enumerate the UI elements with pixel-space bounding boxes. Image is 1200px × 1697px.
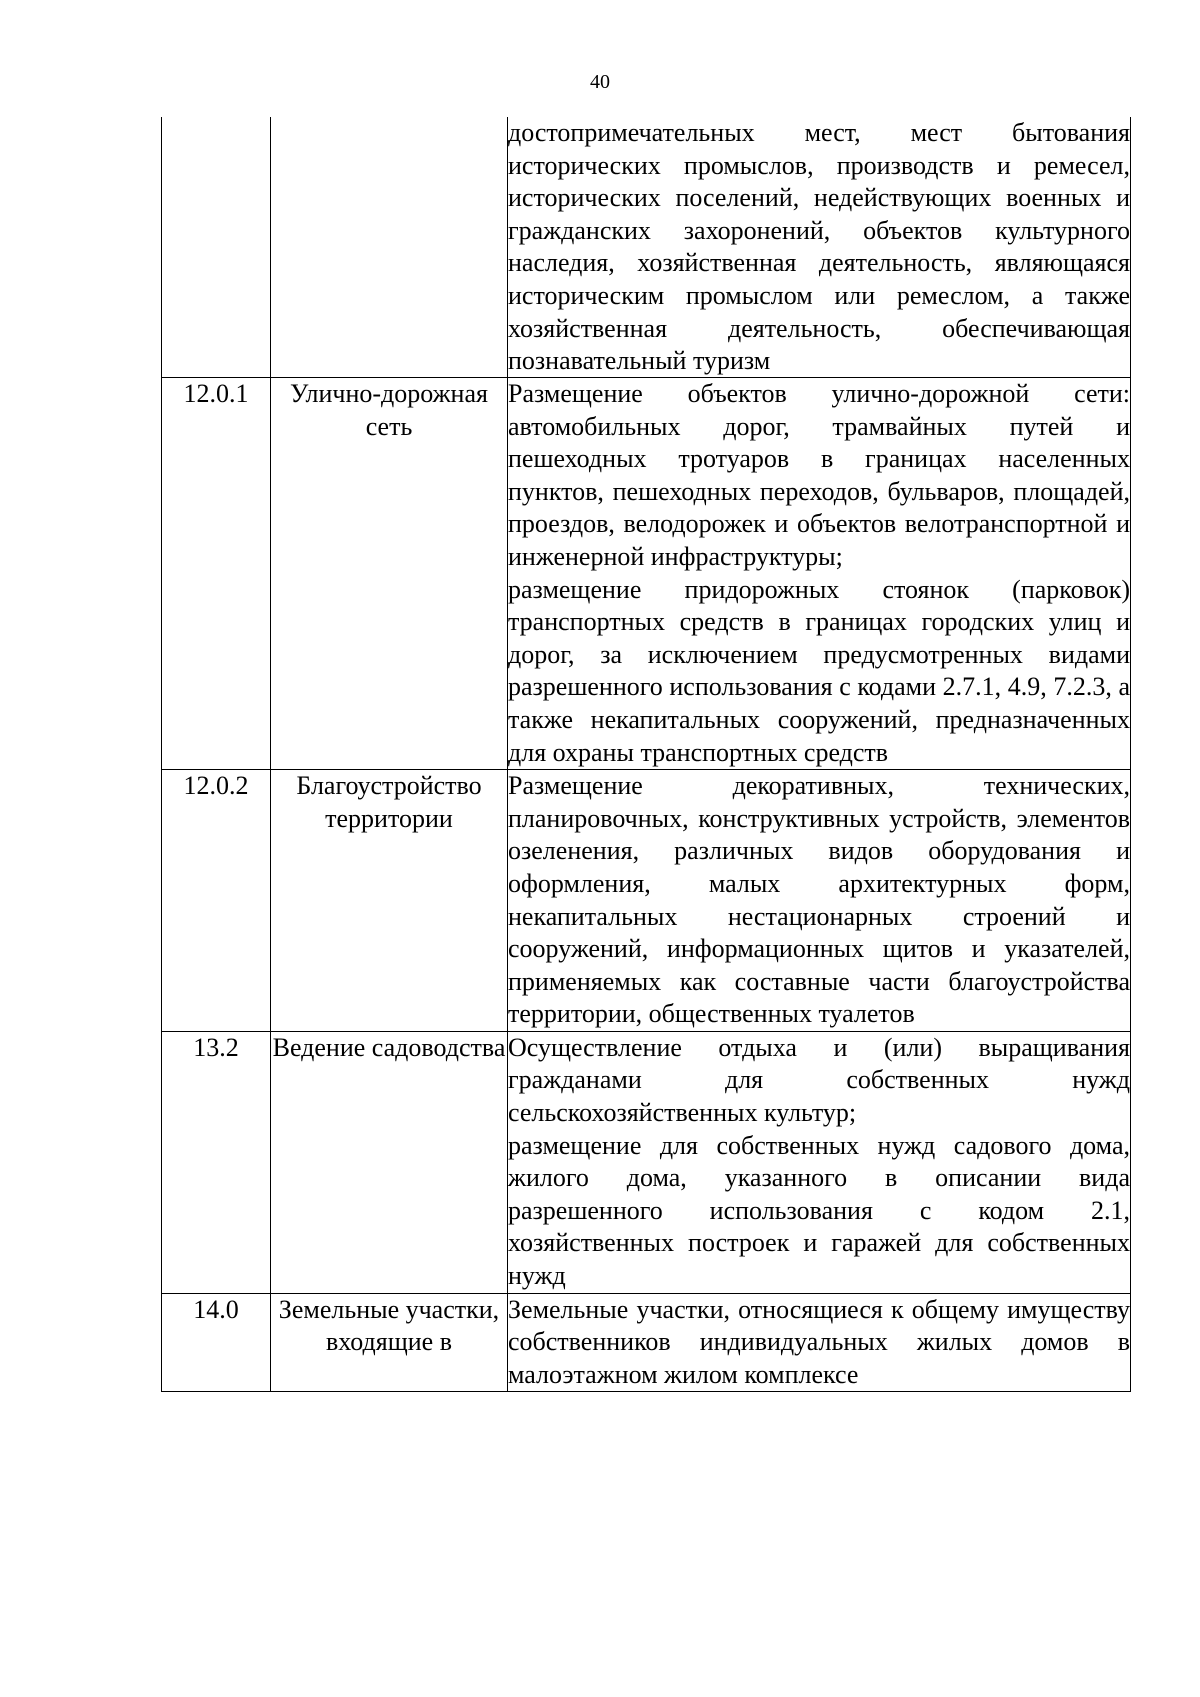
table-row [162,378,1131,770]
name-cell [271,770,508,1032]
table-row [162,770,1131,1032]
name-cell [271,1293,508,1392]
code-cell [162,117,271,378]
name-cell [271,378,508,770]
description-paragraph: размещение для собственных нужд садового дома, жилого дома, указанного в описании вида разрешенного использования с кодом 2.1, хозяйственных построек и гаражей для собственных нужд [508,1130,1130,1291]
page-number: 40 [590,71,610,93]
table-row [162,1293,1131,1392]
code-cell: 14.0 [162,1293,271,1392]
name-cell [271,1031,508,1293]
name-text: Ведение садоводства [272,1032,506,1062]
description-paragraph: достопримечательных мест, мест бытования исторических промыслов, производств и ремесел, исторических поселений, недействующих военных и гражданских захоронений, объектов культурного наследия, хозяйственная деятельность, являющаяся историческим промыслом или ремеслом, а также хозяйственная деятельность, обеспечивающая познавательный туризм [508,118,1130,376]
code-cell: 12.0.1 [162,378,271,770]
description-cell [508,1031,1131,1293]
name-cell [271,117,508,378]
name-text: Улично-дорожная сеть [290,379,488,441]
land-use-table [161,117,1131,1392]
description-paragraph: Осуществление отдыха и (или) выращивания гражданами для собственных нужд сельскохозяйственных культур; [508,1032,1130,1128]
name-text: Благоустройство территории [296,771,482,833]
name-text: Земельные участки, входящие в [278,1294,500,1357]
description-paragraph: Земельные участки, относящиеся к общему имуществу собственников индивидуальных жилых домов в малоэтажном жилом комплексе [508,1294,1130,1389]
code-cell: 12.0.2 [162,770,271,1032]
code-cell: 13.2 [162,1031,271,1293]
table-row [162,1031,1131,1293]
description-cell [508,117,1131,378]
description-paragraph: размещение придорожных стоянок (парковок) транспортных средств в границах городских улиц и дорог, за исключением предусмотренных видами разрешенного использования с кодами 2.7.1, 4.9, 7.2.3, а также некапитальных сооружений, предназначенных для охраны транспортных средств [508,574,1130,767]
description-cell [508,1293,1131,1392]
description-paragraph: Размещение объектов улично-дорожной сети: автомобильных дорог, трамвайных путей и пешеходных тротуаров в границах населенных пунктов, пешеходных переходов, бульваров, площадей, проездов, велодорожек и объектов велотранспортной и инженерной инфраструктуры; [508,379,1130,571]
table-row [162,117,1131,378]
description-cell [508,378,1131,770]
description-cell [508,770,1131,1032]
description-paragraph: Размещение декоративных, технических, планировочных, конструктивных устройств, элементов озеленения, различных видов оборудования и оформления, малых архитектурных форм, некапитальных нестационарных строений и сооружений, информационных щитов и указателей, применяемых как составные части благоустройства территории, общественных туалетов [508,771,1130,1029]
